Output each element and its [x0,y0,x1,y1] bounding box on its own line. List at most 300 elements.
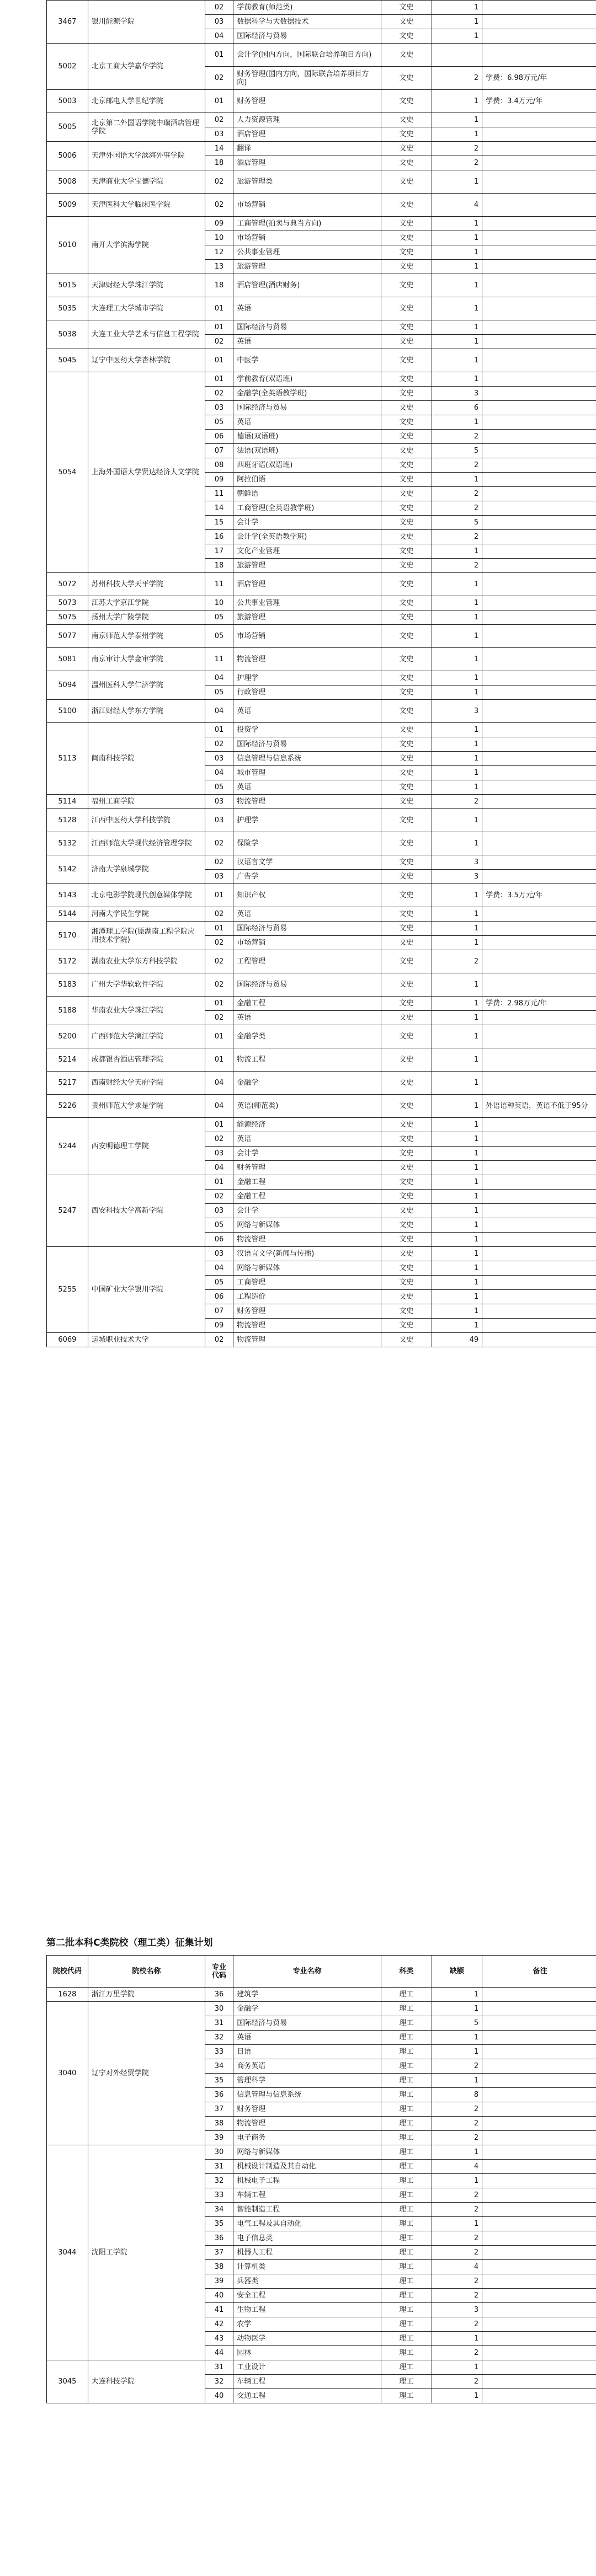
category: 文史 [381,274,432,297]
vacancies: 2 [432,2375,482,2389]
school-code: 5128 [47,809,88,832]
vacancies [432,44,482,67]
school-name: 北京邮电大学世纪学院 [88,90,205,113]
school-name: 苏州科技大学天平学院 [88,573,205,596]
category: 文史 [381,855,432,870]
remarks [482,809,596,832]
table-row [47,113,596,127]
header-category: 科类 [381,1956,432,1988]
remarks [482,1048,596,1072]
vacancies: 2 [432,950,482,973]
category: 文史 [381,142,432,156]
major-name: 生物工程 [233,2303,381,2317]
category: 理工 [381,2031,432,2045]
category: 文史 [381,1190,432,1204]
remarks [482,685,596,700]
major-code: 02 [205,855,233,870]
category: 文史 [381,372,432,387]
category: 文史 [381,260,432,274]
major-name: 车辆工程 [233,2375,381,2389]
major-code: 34 [205,2203,233,2217]
major-code: 35 [205,2217,233,2231]
major-name: 机械设计制造及其自动化 [233,2160,381,2174]
remarks [482,15,596,29]
vacancies: 1 [432,2074,482,2088]
major-code: 02 [205,973,233,997]
vacancies: 1 [432,1132,482,1147]
remarks [482,1147,596,1161]
vacancies: 3 [432,387,482,401]
category: 理工 [381,2246,432,2260]
major-code: 36 [205,2231,233,2246]
major-code: 03 [205,752,233,766]
remarks [482,2045,596,2059]
major-name: 商务英语 [233,2059,381,2074]
school-name: 南开大学滨海学院 [88,217,205,274]
major-code: 03 [205,15,233,29]
remarks [482,766,596,780]
major-code: 30 [205,2002,233,2016]
remarks [482,2375,596,2389]
major-name: 德语(双语班) [233,430,381,444]
category: 文史 [381,1,432,15]
remarks [482,610,596,625]
vacancies: 1 [432,1190,482,1204]
vacancies: 1 [432,1304,482,1319]
major-code: 43 [205,2332,233,2346]
category: 文史 [381,1118,432,1132]
category: 文史 [381,907,432,922]
category: 文史 [381,415,432,430]
school-name: 成都银杏酒店管理学院 [88,1048,205,1072]
school-code: 5144 [47,907,88,922]
remarks [482,2231,596,2246]
major-name: 英语 [233,907,381,922]
remarks [482,671,596,685]
vacancies: 1 [432,809,482,832]
major-code: 02 [205,113,233,127]
table-row [47,142,596,156]
remarks [482,2346,596,2360]
category: 文史 [381,795,432,809]
vacancies: 2 [432,559,482,573]
major-code: 11 [205,573,233,596]
school-name: 南京师范大学泰州学院 [88,625,205,648]
table-row [47,1,596,15]
school-name: 大连理工大学城市学院 [88,297,205,320]
major-name: 财务管理 [233,2102,381,2117]
vacancies: 1 [432,2002,482,2016]
major-name: 网络与新媒体 [233,1218,381,1233]
major-code: 32 [205,2174,233,2188]
vacancies: 1 [432,1218,482,1233]
category: 文史 [381,700,432,723]
category: 文史 [381,544,432,559]
remarks [482,1161,596,1175]
vacancies: 1 [432,1290,482,1304]
school-name: 扬州大学广陵学院 [88,610,205,625]
school-code: 5035 [47,297,88,320]
category: 文史 [381,15,432,29]
major-name: 阿拉伯语 [233,473,381,487]
major-code: 18 [205,156,233,170]
major-name: 物流管理 [233,1333,381,1347]
category: 文史 [381,245,432,260]
major-code: 05 [205,685,233,700]
major-code: 01 [205,297,233,320]
category: 理工 [381,2389,432,2403]
remarks [482,973,596,997]
remarks [482,2016,596,2031]
category: 文史 [381,973,432,997]
remarks [482,113,596,127]
remarks [482,1276,596,1290]
remarks [482,29,596,44]
vacancies: 1 [432,1988,482,2002]
vacancies: 1 [432,2045,482,2059]
major-code: 03 [205,1247,233,1261]
vacancies: 3 [432,855,482,870]
major-code: 14 [205,142,233,156]
category: 文史 [381,1161,432,1175]
major-name: 国际经济与贸易 [233,922,381,936]
major-code: 04 [205,766,233,780]
remarks [482,2102,596,2117]
major-code: 37 [205,2102,233,2117]
vacancies: 2 [432,2289,482,2303]
major-name: 人力资源管理 [233,113,381,127]
remarks [482,596,596,610]
major-name: 财务管理(国内方向，国际联合培养项目方向) [233,67,381,90]
category: 理工 [381,2145,432,2160]
vacancies: 1 [432,231,482,245]
major-name: 旅游管理类 [233,170,381,194]
category: 理工 [381,2346,432,2360]
major-code: 03 [205,1147,233,1161]
school-name: 湖南农业大学东方科技学院 [88,950,205,973]
remarks [482,335,596,349]
table-row [47,1095,596,1118]
major-code: 02 [205,67,233,90]
vacancies: 1 [432,1011,482,1025]
category: 文史 [381,766,432,780]
major-name: 朝鲜语 [233,487,381,501]
major-name: 金融学 [233,1072,381,1095]
school-code: 5226 [47,1095,88,1118]
category: 理工 [381,2332,432,2346]
vacancies: 1 [432,415,482,430]
major-name: 护理学 [233,809,381,832]
vacancies: 1 [432,297,482,320]
remarks [482,2260,596,2274]
table-row [47,922,596,936]
vacancies: 2 [432,487,482,501]
remarks [482,700,596,723]
major-name: 建筑学 [233,1988,381,2002]
remarks [482,473,596,487]
vacancies: 1 [432,2332,482,2346]
vacancies: 1 [432,685,482,700]
school-name: 大连工业大学艺术与信息工程学院 [88,320,205,349]
vacancies: 8 [432,2088,482,2102]
remarks [482,2160,596,2174]
vacancies: 1 [432,1276,482,1290]
school-name: 济南大学泉城学院 [88,855,205,884]
major-code: 02 [205,907,233,922]
major-code: 02 [205,194,233,217]
category: 文史 [381,1132,432,1147]
vacancies: 2 [432,2102,482,2117]
school-name: 中国矿业大学银川学院 [88,1247,205,1333]
vacancies: 1 [432,1147,482,1161]
category: 文史 [381,1147,432,1161]
category: 文史 [381,573,432,596]
table-row [47,297,596,320]
vacancies: 1 [432,997,482,1011]
vacancies: 2 [432,795,482,809]
major-name: 机器人工程 [233,2246,381,2260]
school-name: 北京第二外国语学院中瑞酒店管理学院 [88,113,205,142]
school-code: 5008 [47,170,88,194]
table-row [47,194,596,217]
remarks [482,44,596,67]
vacancies: 2 [432,2203,482,2217]
major-code: 01 [205,1048,233,1072]
category: 文史 [381,217,432,231]
remarks [482,372,596,387]
major-name: 翻译 [233,142,381,156]
vacancies: 1 [432,723,482,737]
remarks: 学费：2.98万元/年 [482,997,596,1011]
category: 理工 [381,2274,432,2289]
category: 理工 [381,2217,432,2231]
major-name: 会计学(全英语教学班) [233,530,381,544]
school-code: 5114 [47,795,88,809]
major-code: 03 [205,809,233,832]
vacancies: 1 [432,610,482,625]
vacancies: 2 [432,2188,482,2203]
category: 理工 [381,2045,432,2059]
school-name: 北京电影学院现代创意媒体学院 [88,884,205,907]
major-code: 01 [205,1118,233,1132]
major-code: 32 [205,2375,233,2389]
major-code: 31 [205,2016,233,2031]
major-code: 11 [205,487,233,501]
vacancies: 1 [432,349,482,372]
vacancies: 4 [432,194,482,217]
school-code: 5217 [47,1072,88,1095]
section-title-science: 第二批本科C类院校（理工类）征集计划 [46,1937,213,1948]
vacancies: 1 [432,671,482,685]
remarks [482,444,596,458]
header-school-name: 院校名称 [88,1956,205,1988]
vacancies: 1 [432,217,482,231]
remarks [482,274,596,297]
category: 文史 [381,1247,432,1261]
table-row [47,809,596,832]
school-name: 浙江万里学院 [88,1988,205,2002]
category: 理工 [381,2117,432,2131]
major-code: 02 [205,1011,233,1025]
table-row [47,884,596,907]
major-name: 电气工程及其自动化 [233,2217,381,2231]
vacancies: 1 [432,936,482,950]
category: 文史 [381,156,432,170]
vacancies: 4 [432,2260,482,2274]
remarks [482,795,596,809]
vacancies: 1 [432,2360,482,2375]
school-code: 5010 [47,217,88,274]
school-name: 西南财经大学天府学院 [88,1072,205,1095]
major-code: 16 [205,530,233,544]
table-row [47,320,596,335]
school-code: 5172 [47,950,88,973]
major-code: 02 [205,170,233,194]
major-code: 02 [205,1190,233,1204]
category: 文史 [381,501,432,516]
remarks [482,1175,596,1190]
remarks [482,127,596,142]
vacancies: 1 [432,1025,482,1048]
remarks [482,752,596,766]
vacancies: 1 [432,1161,482,1175]
major-name: 工业设计 [233,2360,381,2375]
remarks [482,1072,596,1095]
remarks [482,516,596,530]
category: 文史 [381,723,432,737]
school-name: 湘潭理工学院(原湖南工程学院应用技术学院) [88,922,205,950]
major-name: 酒店管理 [233,156,381,170]
school-code: 5081 [47,648,88,671]
remarks [482,1290,596,1304]
major-name: 会计学 [233,516,381,530]
remarks [482,2174,596,2188]
category: 文史 [381,685,432,700]
major-code: 04 [205,671,233,685]
remarks [482,430,596,444]
major-code: 06 [205,430,233,444]
category: 文史 [381,737,432,752]
vacancies: 1 [432,907,482,922]
vacancies: 1 [432,1247,482,1261]
vacancies: 1 [432,1319,482,1333]
remarks [482,401,596,415]
remarks [482,260,596,274]
category: 文史 [381,950,432,973]
major-name: 学前教育(师范类) [233,1,381,15]
category: 文史 [381,458,432,473]
major-name: 汉语言文学 [233,855,381,870]
major-code: 15 [205,516,233,530]
major-name: 护理学 [233,671,381,685]
major-code: 41 [205,2303,233,2317]
vacancies: 1 [432,648,482,671]
vacancies: 3 [432,2303,482,2317]
vacancies: 1 [432,573,482,596]
table-row [47,596,596,610]
major-name: 城市管理 [233,766,381,780]
major-name: 物流管理 [233,648,381,671]
vacancies: 5 [432,2016,482,2031]
major-code: 01 [205,997,233,1011]
remarks [482,1132,596,1147]
vacancies: 1 [432,335,482,349]
vacancies: 2 [432,2059,482,2074]
school-name: 银川能源学院 [88,1,205,44]
school-code: 5188 [47,997,88,1025]
remarks [482,2188,596,2203]
table-row [47,2002,596,2016]
remarks [482,2303,596,2317]
school-name: 江西中医药大学科技学院 [88,809,205,832]
category: 文史 [381,671,432,685]
vacancies: 1 [432,1204,482,1218]
header-major-name: 专业名称 [233,1956,381,1988]
remarks [482,1304,596,1319]
major-name: 安全工程 [233,2289,381,2303]
major-name: 兵器类 [233,2274,381,2289]
vacancies: 1 [432,922,482,936]
table-row [47,274,596,297]
major-name: 园林 [233,2346,381,2360]
major-code: 10 [205,231,233,245]
major-name: 网络与新媒体 [233,1261,381,1276]
header-remarks: 备注 [482,1956,596,1988]
school-name: 西安科技大学高新学院 [88,1175,205,1247]
remarks [482,1218,596,1233]
school-code: 5015 [47,274,88,297]
table-row [47,832,596,855]
remarks [482,1,596,15]
major-name: 会计学(国内方向，国际联合培养项目方向) [233,44,381,67]
major-code: 42 [205,2317,233,2332]
remarks [482,1190,596,1204]
major-name: 电子信息类 [233,2231,381,2246]
major-code: 44 [205,2346,233,2360]
major-name: 财务管理 [233,1304,381,1319]
table-row [47,1175,596,1190]
category: 文史 [381,44,432,67]
school-name: 华南农业大学珠江学院 [88,997,205,1025]
major-name: 国际经济与贸易 [233,29,381,44]
vacancies: 4 [432,2160,482,2174]
major-name: 英语 [233,1011,381,1025]
major-code: 05 [205,610,233,625]
school-code: 5005 [47,113,88,142]
vacancies: 1 [432,973,482,997]
vacancies: 1 [432,1095,482,1118]
school-name: 福州工商学院 [88,795,205,809]
category: 文史 [381,487,432,501]
vacancies: 1 [432,29,482,44]
major-code: 35 [205,2074,233,2088]
school-code: 5247 [47,1175,88,1247]
major-name: 广告学 [233,870,381,884]
school-name: 北京工商大学嘉华学院 [88,44,205,90]
major-code: 02 [205,936,233,950]
header-major-code: 专业代码 [205,1956,233,1988]
major-name: 会计学 [233,1147,381,1161]
major-code: 03 [205,127,233,142]
remarks [482,2117,596,2131]
category: 文史 [381,170,432,194]
remarks [482,723,596,737]
remarks [482,1261,596,1276]
remarks [482,2317,596,2332]
major-code: 40 [205,2289,233,2303]
school-code: 5143 [47,884,88,907]
major-name: 财务管理 [233,1161,381,1175]
